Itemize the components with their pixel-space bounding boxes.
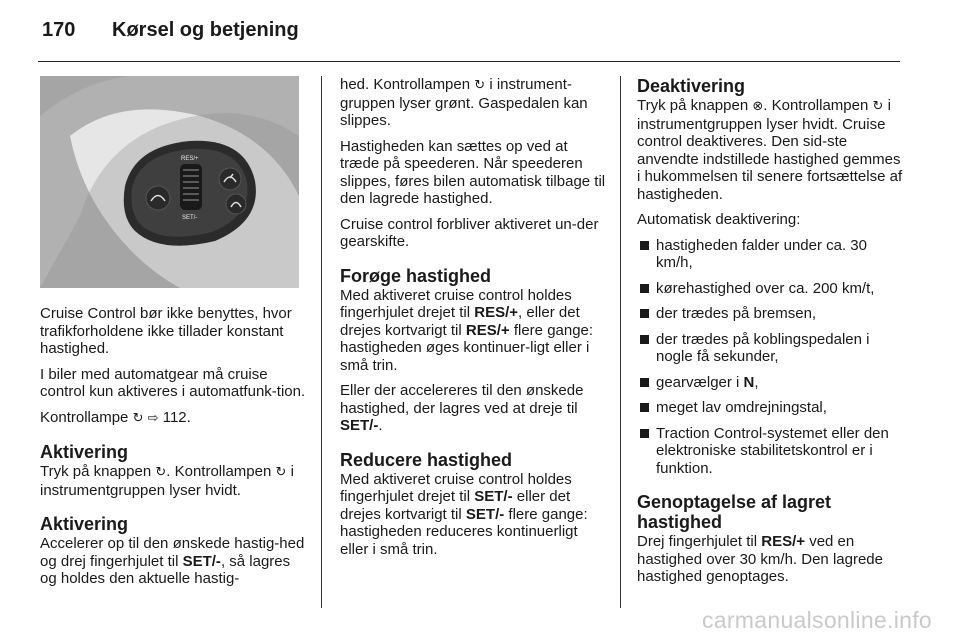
paragraph: I biler med automatgear må cruise control kun aktiveres i automatfunk-tion. <box>40 365 306 400</box>
column-right <box>637 76 905 594</box>
paragraph: Eller der accelereres til den ønskede hastighed, der lagres ved at dreje til SET/-. <box>340 382 584 434</box>
list-item: Traction Control-systemet eller den elektroniske stabilitetskontrol er i funktion. <box>637 425 905 478</box>
bullet-icon <box>640 241 649 250</box>
column-middle <box>340 76 606 566</box>
paragraph: hed. Kontrollampen ↻ i instrument-gruppen lyser grønt. Gaspedalen kan slippes. <box>340 76 588 129</box>
column-divider <box>620 76 621 608</box>
page-number: 170 <box>42 19 76 41</box>
paragraph: Med aktiveret cruise control holdes fingerhjulet drejet til SET/- eller det drejes kortvarigt til SET/- flere gange: hastigheden reduceres kontinuerligt eller i små trin. <box>340 470 588 558</box>
paragraph: Kontrollampe ↻ ⇨ 112. <box>40 408 191 426</box>
header-rule <box>38 61 900 62</box>
bullet-icon <box>640 309 649 318</box>
bullet-icon <box>640 429 649 438</box>
paragraph: Med aktiveret cruise control holdes fingerhjulet drejet til RES/+, eller det drejes kortvarigt til RES/+ flere gange: hastigheden øges kontinuer-ligt eller i små trin. <box>340 286 594 374</box>
steering-wheel-illustration <box>40 76 299 288</box>
deactivation-list <box>637 237 905 478</box>
bullet-icon <box>640 403 649 412</box>
list-item: gearvælger i N, <box>637 374 905 392</box>
paragraph: Hastigheden kan sættes op ved at træde på speederen. Når speederen slippes, føres bilen automatisk tilbage til den lagrede hastighed. <box>340 137 606 207</box>
paragraph: Tryk på knappen ↻. Kontrollampen ↻ i instrumentgruppen lyser hvidt. <box>40 463 294 499</box>
set-label: SET/- <box>182 215 198 221</box>
column-divider <box>321 76 322 608</box>
page-title: Kørsel og betjening <box>112 19 299 41</box>
list-item: der trædes på koblingspedalen i nogle få sekunder, <box>637 331 905 366</box>
list-item: kørehastighed over ca. 200 km/t, <box>637 280 905 298</box>
bullet-icon <box>640 335 649 344</box>
paragraph: Accelerer op til den ønskede hastig-hed og drej fingerhjulet til SET/-, så lagres og holdes den aktuelle hastig- <box>40 535 305 587</box>
paragraph: Cruise control forbliver aktiveret un-der gearskifte. <box>340 215 599 250</box>
list-item: der trædes på bremsen, <box>637 305 905 323</box>
cancel-icon: ⊗ <box>752 99 764 114</box>
paragraph: Cruise Control bør ikke benyttes, hvor trafikforholdene ikke tillader konstant hastighed. <box>40 305 292 357</box>
cruise-control-icon: ↻ <box>155 465 167 480</box>
list-item: hastigheden falder under ca. 30 km/h, <box>637 237 905 272</box>
section-heading: Reducere hastighed <box>340 449 513 470</box>
cruise-control-icon: ↻ <box>132 410 144 426</box>
section-heading: Aktivering <box>40 442 129 462</box>
reference-arrow-icon: ⇨ <box>147 410 159 426</box>
cruise-control-icon: ↻ <box>872 99 884 114</box>
section-heading: Aktivering <box>40 514 129 534</box>
watermark: carmanualsonline.info <box>701 607 932 633</box>
section-heading: Deaktivering <box>637 76 746 96</box>
list-item: meget lav omdrejningstal, <box>637 399 905 417</box>
section-heading: Forøge hastighed <box>340 265 492 286</box>
paragraph: Tryk på knappen ⊗. Kontrollampen ↻ i instrumentgruppen lyser hvidt. Cruise control deaktiveres. Den sid-ste anvendte indstillede hastighed gemmes i hukommelsen til senere fortsættelse af hastigheden. <box>637 97 903 203</box>
paragraph: Automatisk deaktivering: <box>637 211 801 228</box>
cruise-control-icon: ↻ <box>474 78 486 93</box>
cruise-control-icon: ↻ <box>275 465 287 480</box>
bullet-icon <box>640 378 649 387</box>
paragraph: Drej fingerhjulet til RES/+ ved en hastighed over 30 km/h. Den lagrede hastighed genoptages. <box>637 533 883 585</box>
section-heading: Genoptagelse af lagret hastighed <box>637 492 832 532</box>
res-label: RES/+ <box>181 156 199 162</box>
column-left <box>40 76 308 596</box>
bullet-icon <box>640 284 649 293</box>
